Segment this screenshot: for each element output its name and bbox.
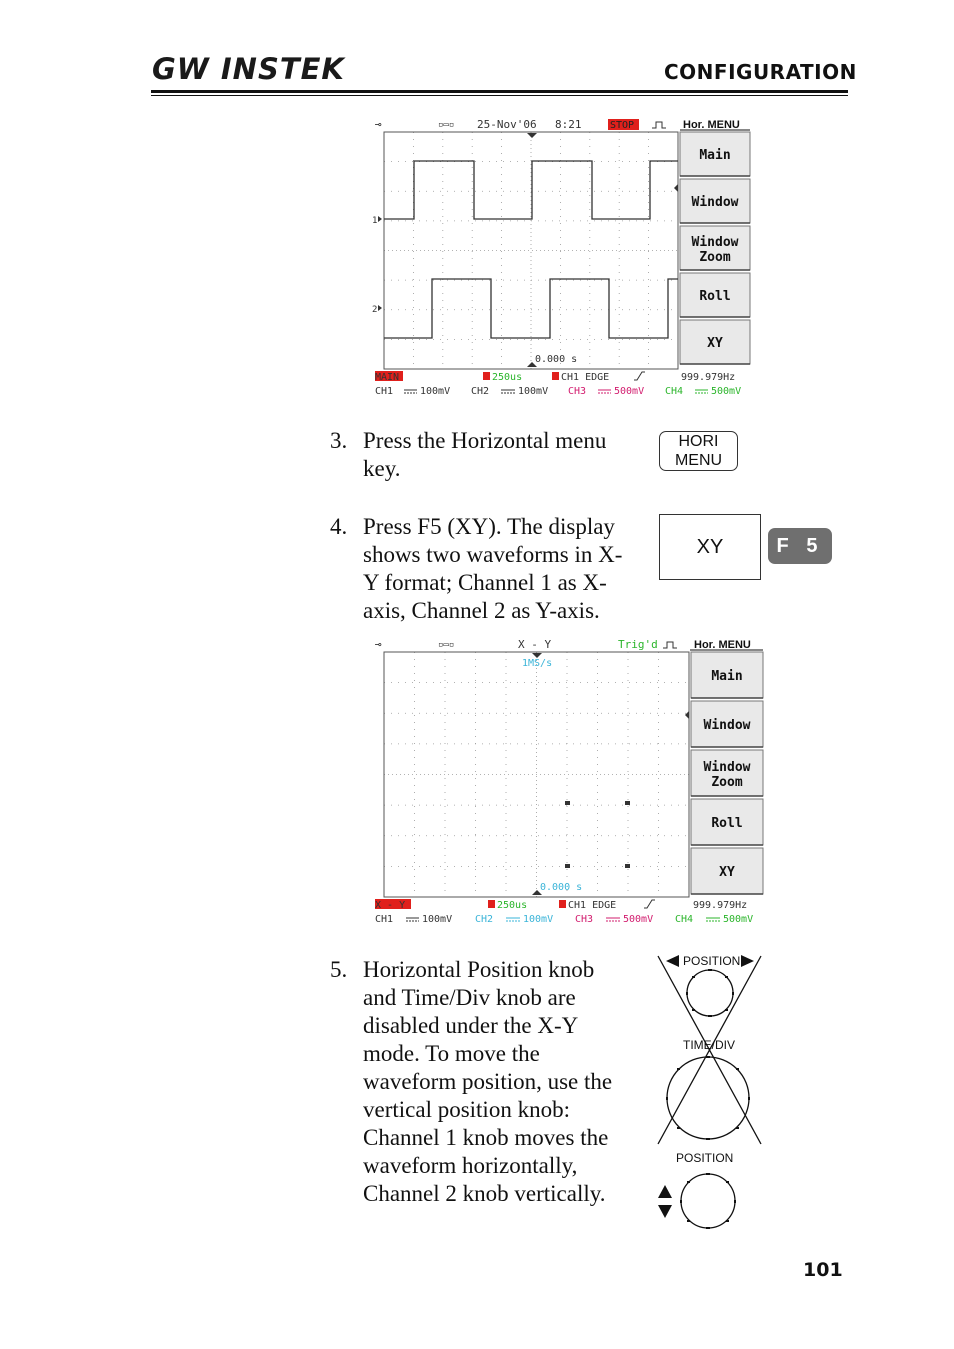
screen1-timebase: 250us (492, 372, 523, 383)
svg-text:CH2: CH2 (471, 386, 490, 397)
screen1-freq: 999.979Hz (681, 372, 736, 383)
svg-text:100mV: 100mV (420, 386, 451, 397)
screen2-graticule (384, 652, 689, 897)
screen2-trigger: CH1 EDGE (568, 900, 617, 911)
svg-text:500mV: 500mV (723, 914, 754, 925)
step-4 (330, 513, 650, 628)
svg-text:CH2: CH2 (475, 914, 494, 925)
f5-key[interactable]: F 5 (768, 528, 832, 564)
softkey-label: Main (699, 148, 731, 163)
screen1-trigger: CH1 EDGE (561, 372, 610, 383)
screen2-timebase: 250us (497, 900, 528, 911)
svg-text:CH4: CH4 (665, 386, 684, 397)
softkey-label: Window (691, 235, 739, 250)
timediv-label: TIME/DIV (683, 1038, 736, 1052)
screen2-channel-row (375, 914, 753, 925)
screen1-date: 25-Nov'06 (477, 118, 537, 131)
softkey-label: Window (703, 718, 751, 733)
screen1-channel-row (375, 386, 741, 397)
header-rule (151, 90, 848, 93)
screen2-sample-rate: 1MS/s (522, 658, 553, 669)
screen1-softkeys (680, 132, 750, 364)
screen2-freq: 999.979Hz (693, 900, 748, 911)
screen1-graticule (384, 132, 678, 369)
svg-text:500mV: 500mV (614, 386, 645, 397)
probe-icon: ⊸ (375, 638, 382, 651)
screen1-topbar (375, 118, 582, 131)
page-number: 101 (803, 1259, 843, 1281)
screen2-softkeys (691, 652, 763, 894)
position-label-top: POSITION (683, 954, 741, 968)
header-rule-thin (151, 95, 848, 96)
step-3-text: Press the Horizontal menu key. (363, 428, 607, 481)
xy-softkey[interactable]: XY (659, 514, 761, 580)
trigger-icon (652, 122, 666, 128)
svg-text:CH1: CH1 (375, 386, 394, 397)
trigger-icon (663, 642, 677, 648)
section-title: CONFIGURATION (664, 60, 857, 84)
screen1-menu-title: Hor. MENU (683, 119, 740, 131)
svg-text:CH3: CH3 (568, 386, 587, 397)
right-arrow-icon (741, 955, 754, 967)
softkey-label: Window (691, 195, 739, 210)
brand-logo: GW INSTEK (152, 52, 345, 86)
up-arrow-icon (658, 1185, 672, 1198)
screen1-status: STOP (610, 120, 635, 131)
svg-text:CH1: CH1 (375, 914, 394, 925)
svg-text:CH3: CH3 (575, 914, 594, 925)
step-4-text: Press F5 (XY). The display shows two waveforms in X- Y format; Channel 1 as X- axis, Channel 2 as Y-axis. (363, 514, 623, 623)
step-3-number: 3. (330, 428, 348, 453)
screen1-mode: MAIN (375, 372, 400, 383)
screen2-status: Trig'd (618, 638, 658, 651)
left-arrow-icon (666, 955, 679, 967)
svg-text:100mV: 100mV (518, 386, 549, 397)
step-5 (330, 956, 650, 1216)
scope-screen-1 (370, 116, 755, 398)
svg-text:100mV: 100mV (523, 914, 554, 925)
screen2-menu-title: Hor. MENU (694, 639, 751, 651)
screen1-ch1-marker: 1 (372, 216, 378, 226)
screen1-ch2-marker: 2 (372, 305, 378, 315)
step-5-text: Horizontal Position knob and Time/Div knob are disabled under the X-Y mode. To move the waveform position, use the vertical position knob: Channel 1 knob moves the waveform horizontally, Channel 2 knob vertically. (363, 957, 613, 1206)
softkey-label: Zoom (711, 775, 743, 790)
softkey-label: Roll (699, 289, 731, 304)
screen1-trigger-pos: 0.000 s (535, 354, 578, 365)
screen1-ch1-waveform (384, 161, 678, 219)
softkey-label: XY (719, 865, 735, 880)
usb-icon: ▫▭▫ (438, 640, 455, 650)
step-5-number: 5. (330, 957, 348, 982)
position-label-bottom: POSITION (676, 1151, 734, 1165)
screen2-mode: X - Y (375, 900, 406, 911)
hori-menu-key[interactable]: HORI MENU (659, 431, 738, 471)
softkey-label: Window (703, 760, 751, 775)
scope-screen-2 (370, 636, 770, 928)
screen2-trigger-pos: 0.000 s (540, 882, 583, 893)
screen1-time: 8:21 (555, 118, 582, 131)
svg-text:100mV: 100mV (422, 914, 453, 925)
svg-text:CH4: CH4 (675, 914, 694, 925)
usb-icon: ▫▭▫ (438, 120, 455, 130)
softkey-label: Zoom (699, 250, 731, 265)
screen2-mode-title: X - Y (518, 638, 552, 651)
knob-diagram (650, 948, 770, 1233)
svg-text:500mV: 500mV (623, 914, 654, 925)
softkey-label: Roll (711, 816, 743, 831)
probe-icon: ⊸ (375, 118, 382, 131)
svg-text:500mV: 500mV (711, 386, 742, 397)
down-arrow-icon (658, 1205, 672, 1218)
step-3 (330, 427, 650, 487)
softkey-label: Main (711, 669, 743, 684)
softkey-label: XY (707, 336, 723, 351)
step-4-number: 4. (330, 514, 348, 539)
